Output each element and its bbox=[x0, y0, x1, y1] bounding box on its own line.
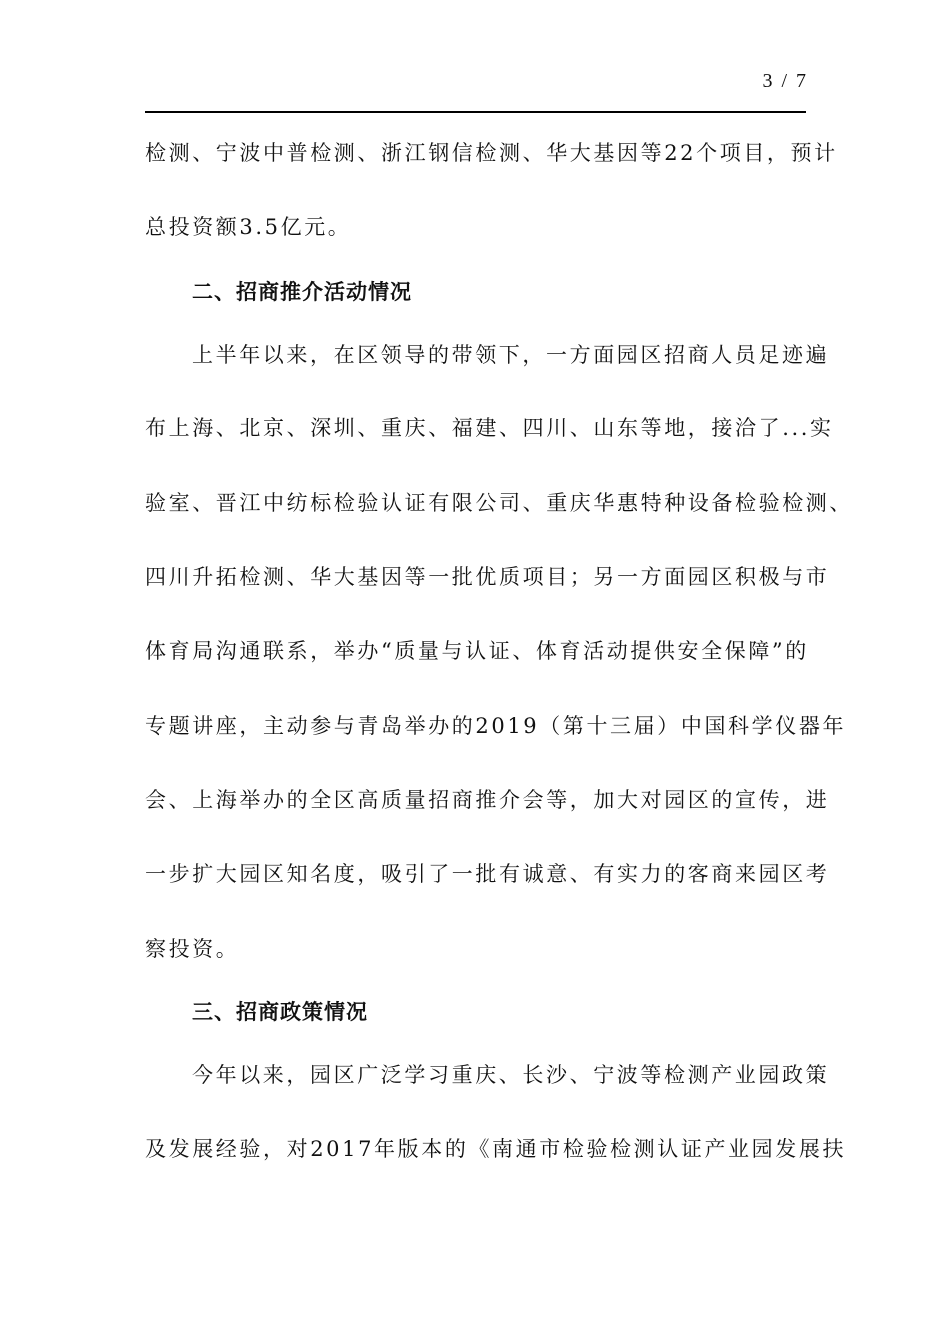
header-rule bbox=[145, 111, 806, 113]
text-line: 上半年以来，在区领导的带领下，一方面园区招商人员足迹遍 bbox=[192, 343, 830, 367]
text-line: 布上海、北京、深圳、重庆、福建、四川、山东等地，接洽了...实 bbox=[145, 416, 834, 440]
text-line: 会、上海举办的全区高质量招商推介会等，加大对园区的宣传，进 bbox=[145, 788, 830, 812]
text-line: 一步扩大园区知名度，吸引了一批有诚意、有实力的客商来园区考 bbox=[145, 862, 830, 886]
text-line: 总投资额3.5亿元。 bbox=[145, 215, 352, 239]
section-heading: 二、招商推介活动情况 bbox=[192, 279, 412, 304]
page-number: 3 / 7 bbox=[762, 70, 808, 92]
text-line: 四川升拓检测、华大基因等一批优质项目；另一方面园区积极与市 bbox=[145, 565, 830, 589]
text-line: 检测、宁波中普检测、浙江钢信检测、华大基因等22个项目，预计 bbox=[145, 141, 838, 165]
text-line: 体育局沟通联系，举办“质量与认证、体育活动提供安全保障”的 bbox=[145, 639, 809, 663]
text-line: 及发展经验，对2017年版本的《南通市检验检测认证产业园发展扶 bbox=[145, 1137, 847, 1161]
text-line: 专题讲座，主动参与青岛举办的2019（第十三届）中国科学仪器年 bbox=[145, 714, 847, 738]
text-line: 今年以来，园区广泛学习重庆、长沙、宁波等检测产业园政策 bbox=[192, 1063, 830, 1087]
text-line: 验室、晋江中纺标检验认证有限公司、重庆华惠特种设备检验检测、 bbox=[145, 491, 853, 515]
section-heading: 三、招商政策情况 bbox=[192, 999, 368, 1024]
text-line: 察投资。 bbox=[145, 937, 240, 961]
